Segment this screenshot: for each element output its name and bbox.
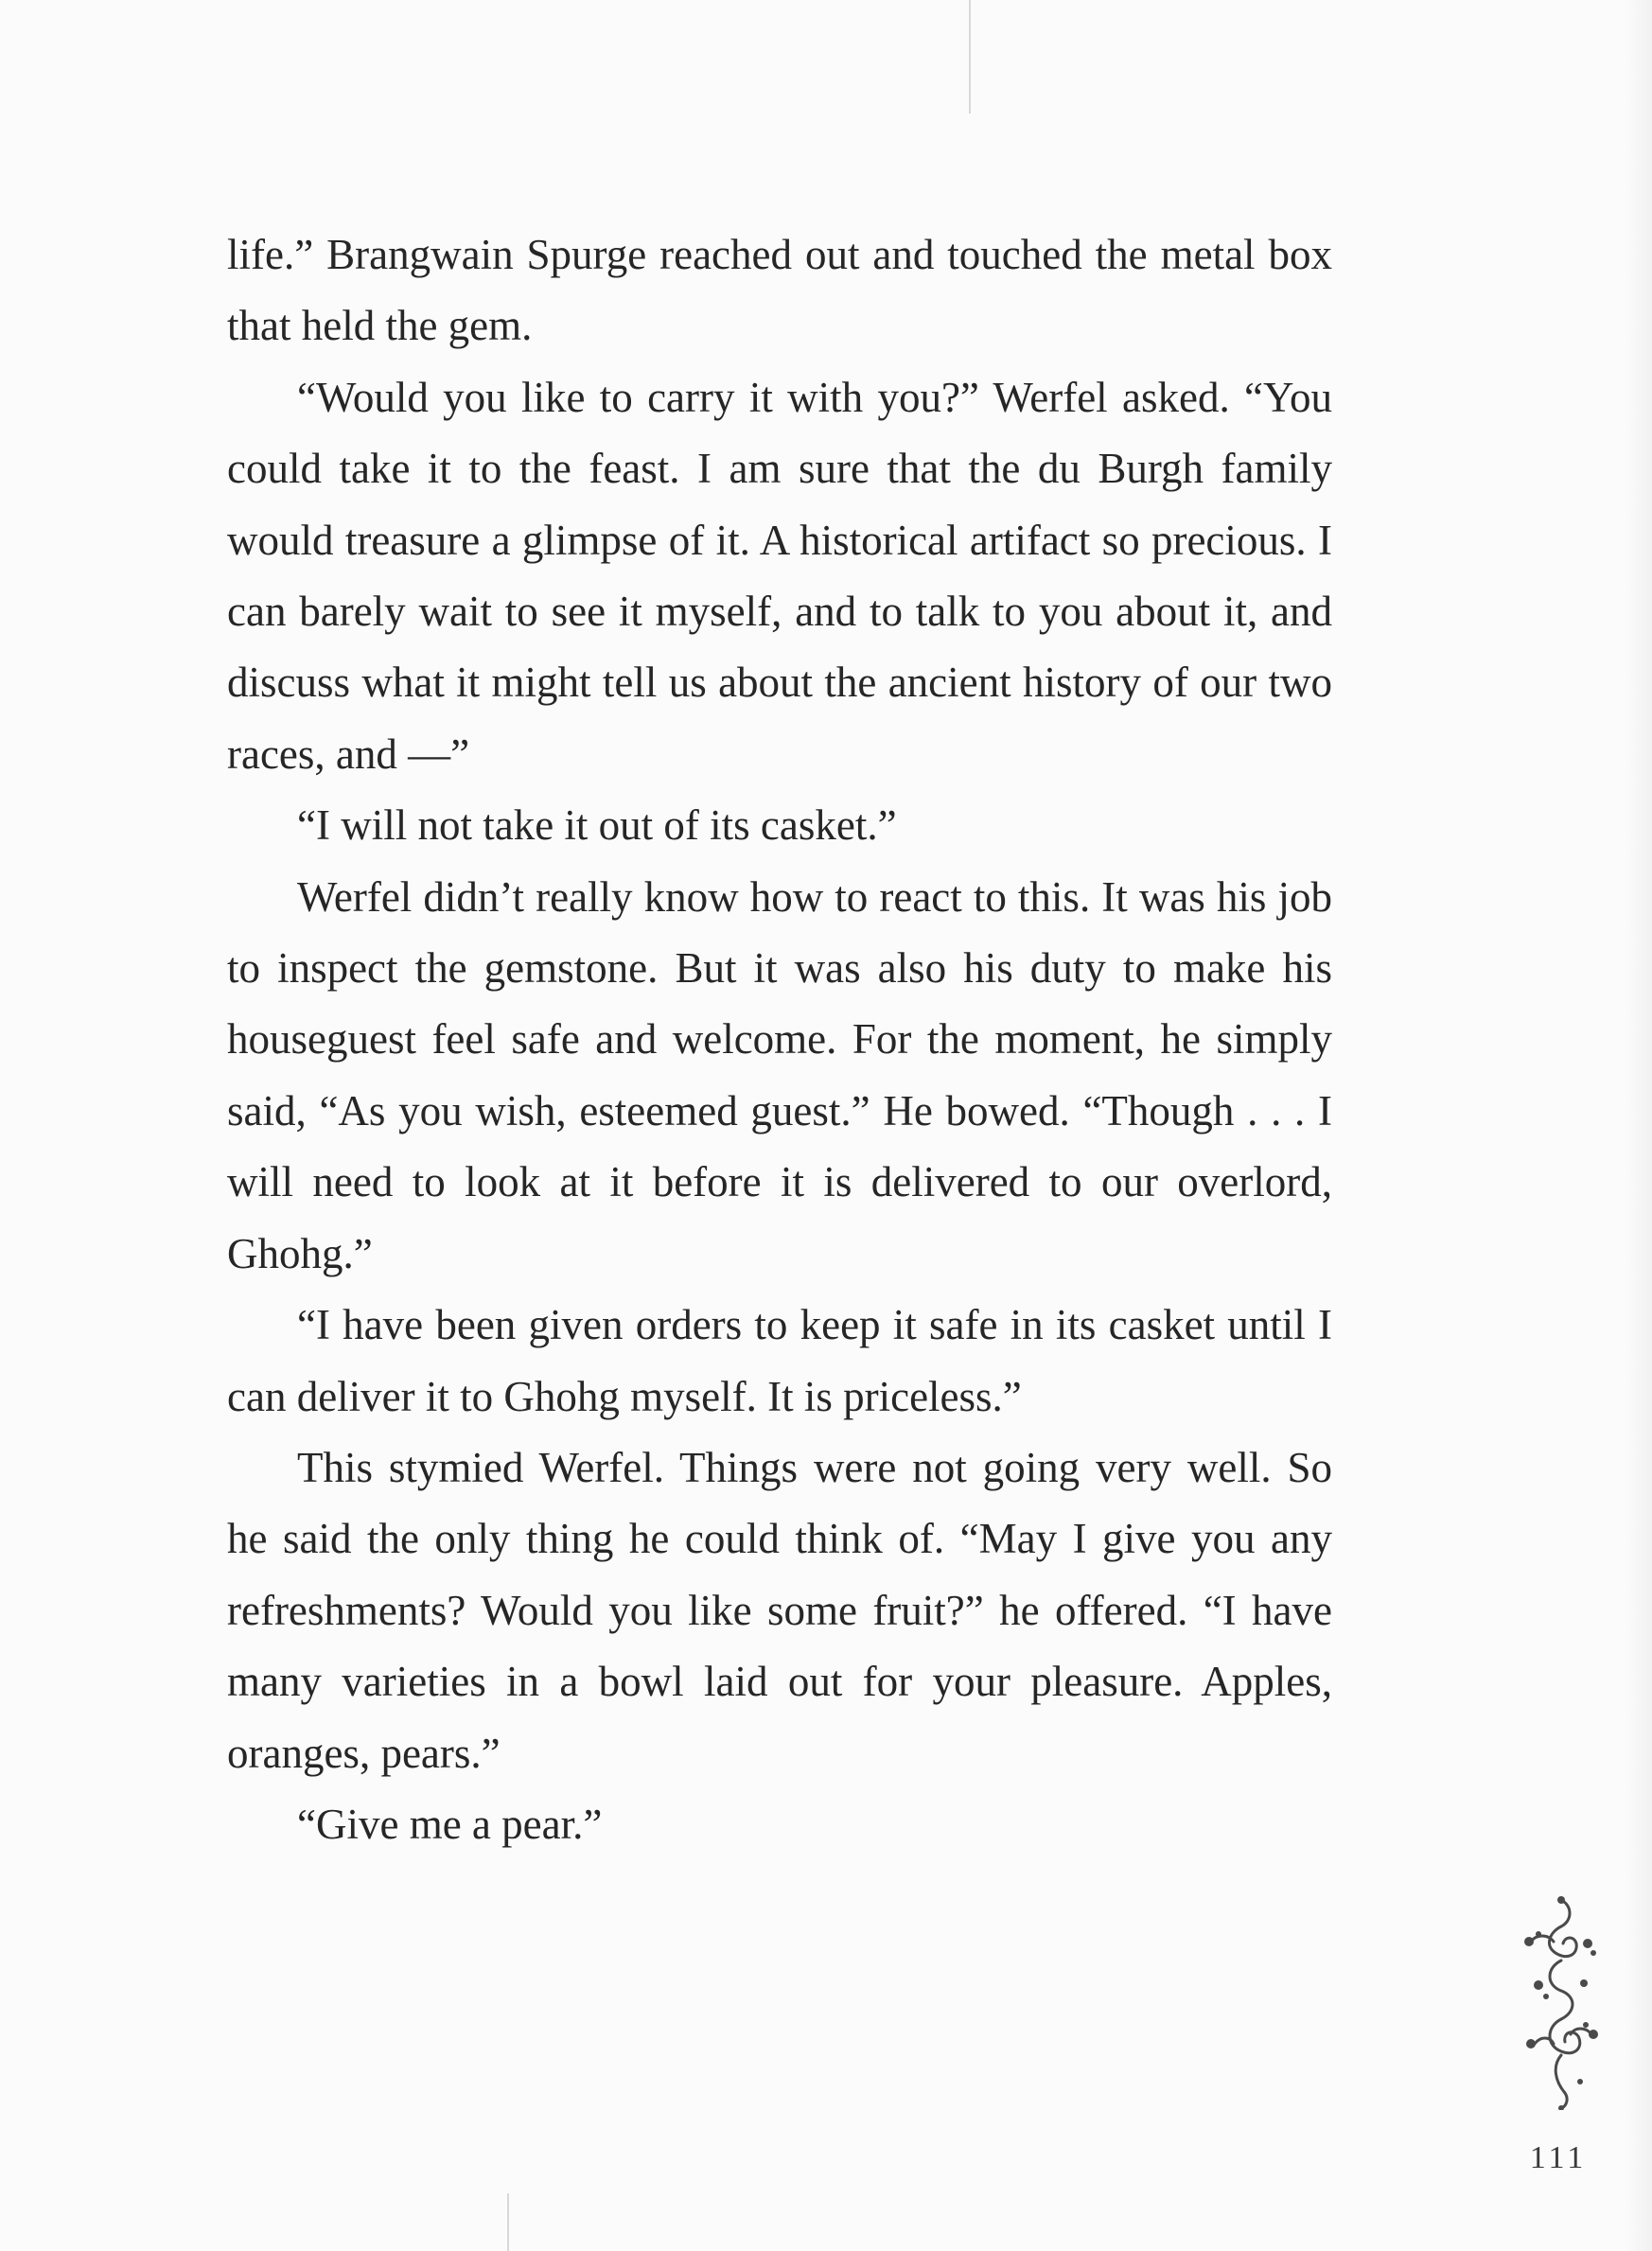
- paragraph-1: life.” Brangwain Spurge reached out and touched the metal box that held the gem.: [227, 231, 1332, 350]
- body-text: [227, 220, 1332, 1860]
- paragraph-7: “Give me a pear.”: [297, 1800, 603, 1848]
- paragraph-2: “Would you like to carry it with you?” Werfel asked. “You could take it to the feast. I am sure that the du Burgh family would treasure a glimpse of it. A historical artifact so precious. I can barely wait to see it myself, and to talk to you about it, and discuss what it might tell us about the ancient history of our two races, and —”: [227, 373, 1332, 778]
- page-number: 111: [1529, 2140, 1588, 2175]
- scan-artifact-top: [969, 0, 971, 114]
- paragraph-4: Werfel didn’t really know how to react to this. It was his job to inspect the gemstone. But it was also his duty to make his houseguest feel safe and welcome. For the moment, he simply said, “As you wish, esteemed guest.” He bowed. “Though . . . I will need to look at it before it is delivered to our overlord, Ghohg.”: [227, 872, 1332, 1277]
- paragraph-3: “I will not take it out of its casket.”: [297, 801, 897, 850]
- vine-scroll-ornament-icon: [1518, 1892, 1605, 2110]
- paragraph-5: “I have been given orders to keep it safe in its casket until I can deliver it to Ghohg myself. It is priceless.”: [227, 1301, 1332, 1420]
- page-edge-shadow: [1626, 0, 1652, 2251]
- scan-artifact-bottom: [507, 2193, 509, 2251]
- paragraph-6: This stymied Werfel. Things were not going very well. So he said the only thing he could think of. “May I give you any refreshments? Would you like some fruit?” he offered. “I have many varieties in a bowl laid out for your pleasure. Apples, oranges, pears.”: [227, 1443, 1332, 1777]
